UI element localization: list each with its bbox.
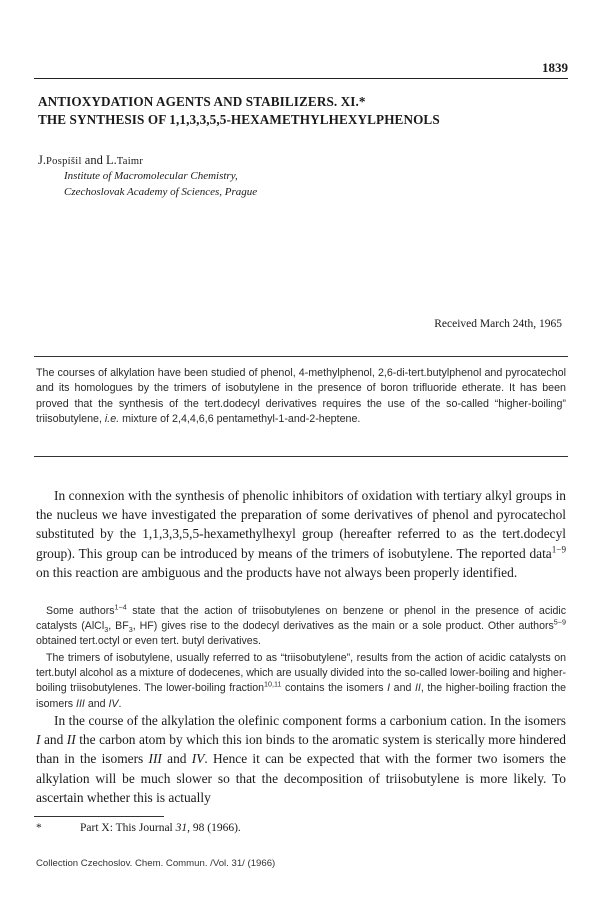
para2-text-5: obtained tert.octyl or even tert. butyl derivatives.	[36, 635, 261, 648]
abstract-rule-bottom	[34, 456, 568, 457]
para3-isomer-1: I	[387, 682, 391, 695]
page-number: 1839	[542, 60, 568, 75]
para4-text-3: . Hence it can be expected that with the former two isomers the alkylation will be much slower so that the decomposition of triisobutylene is more likely. To ascertain whether this is actually	[36, 751, 566, 805]
para1-text-1: In connexion with the synthesis of phenolic inhibitors of oxidation with tertiary alkyl groups in the nucleus we have investigated the preparation of some derivatives of phenol and pyrocatechol substituted by the 1,1,3,3,5,5-hexamethylhexyl group (hereafter referred to as the tert.dodecyl group). This group can be introduced by means of the trimers of isobutylene. The reported data	[36, 488, 566, 561]
para3-isomer-4: IV	[108, 697, 119, 710]
para4-text-1: In the course of the alkylation the olefinic component forms a carbonium cation. In the isomers	[54, 713, 566, 728]
para1-text-2: on this reaction are ambiguous and the products have not always been properly identified.	[36, 564, 518, 580]
received-date: Received March 24th, 1965	[434, 318, 562, 330]
paragraph-3	[36, 651, 566, 712]
footnote-text-2: , 98 (1966).	[187, 822, 241, 834]
affiliation-line-2: Czechoslovak Academy of Sciences, Prague	[64, 186, 258, 198]
abstract-text-1: The courses of alkylation have been studied of phenol, 4-methylphenol, 2,6-di-tert.butylphenol and pyrocatechol and its homologues by the trimers of isobutylene in the presence of boron trifluoride etherate. It has been proved that the synthesis of the tert.dodecyl derivatives requires the use of the so-called “higher-boiling” triisobutylene,	[36, 367, 566, 425]
footnote	[36, 822, 241, 834]
para3-and-1: and	[390, 682, 415, 695]
para2-text-4: , HF) gives rise to the dodecyl derivatives as the main or a sole product. Other authors	[132, 620, 554, 633]
footnote-text-1: Part X: This Journal	[80, 822, 176, 834]
author-1-initial: J.	[38, 153, 46, 167]
para2-text-1: Some authors	[46, 605, 115, 617]
paragraph-1	[36, 486, 566, 582]
para3-isomer-2: II	[414, 682, 421, 695]
para3-isomer-3: III	[76, 697, 85, 710]
author-2-name: Taimr	[116, 156, 144, 167]
author-1-name: Pospíšil	[46, 156, 82, 167]
para4-and-1: and	[40, 732, 67, 748]
para4-isomer-1: I	[36, 732, 41, 748]
author-2-initial: L.	[105, 153, 117, 167]
para2-subscript-2: 3	[128, 625, 133, 635]
para3-and-2: and	[84, 697, 109, 710]
para2-citation-2: 5−9	[553, 617, 566, 627]
abstract-ie: i.e.	[104, 412, 120, 425]
abstract-text-2: mixture of 2,4,4,6,6 pentamethyl-1-and-2-heptene.	[119, 412, 361, 425]
para3-text-3: , the higher-boiling fraction the isomers	[36, 682, 567, 710]
para4-isomer-3: III	[148, 751, 162, 767]
article-title-line-2: THE SYNTHESIS OF 1,1,3,3,5,5-HEXAMETHYLHEXYLPHENOLS	[38, 112, 440, 127]
footnote-volume: 31	[175, 822, 188, 834]
paragraph-2	[36, 604, 566, 650]
footnote-mark: *	[36, 822, 42, 834]
para2-subscript-1: 3	[104, 625, 109, 635]
header-rule	[34, 78, 568, 79]
para4-isomer-4: IV	[191, 751, 205, 767]
para2-citation-1: 1−4	[114, 602, 127, 612]
authors	[38, 153, 143, 168]
paragraph-4	[36, 711, 566, 807]
para1-citation: 1−9	[551, 544, 566, 555]
para4-text-2: the carbon atom by which this ion binds to the aromatic system is sterically more hindered than in the isomers	[36, 732, 566, 767]
para3-text-1: The trimers of isobutylene, usually referred to as “triisobutylene”, results from the action of acidic catalysts on tert.butyl alcohol as a mixture of dodecenes, which are usually divided into the so-called lower-boiling and higher-boiling triisobutylenes. The lower-boiling fraction	[36, 652, 566, 695]
article-title-line-1: ANTIOXYDATION AGENTS AND STABILIZERS. XI.*	[38, 94, 366, 109]
para2-text-3: , BF	[108, 620, 129, 633]
footnote-rule	[34, 816, 164, 817]
author-joiner: and	[81, 153, 106, 167]
para3-text-4: .	[118, 697, 122, 710]
para3-citation: 10,11	[263, 679, 282, 689]
para4-and-2: and	[161, 751, 192, 767]
abstract	[36, 366, 566, 427]
para3-text-2: contains the isomers	[281, 682, 388, 695]
abstract-rule-top	[34, 356, 568, 357]
para4-isomer-2: II	[66, 732, 76, 748]
affiliation-line-1: Institute of Macromolecular Chemistry,	[64, 170, 238, 182]
para2-text-2: state that the action of triisobutylenes on benzene or phenol in the presence of acidic catalysts (AlCl	[36, 605, 567, 633]
journal-footer: Collection Czechoslov. Chem. Commun. /Vol. 31/ (1966)	[36, 858, 276, 869]
